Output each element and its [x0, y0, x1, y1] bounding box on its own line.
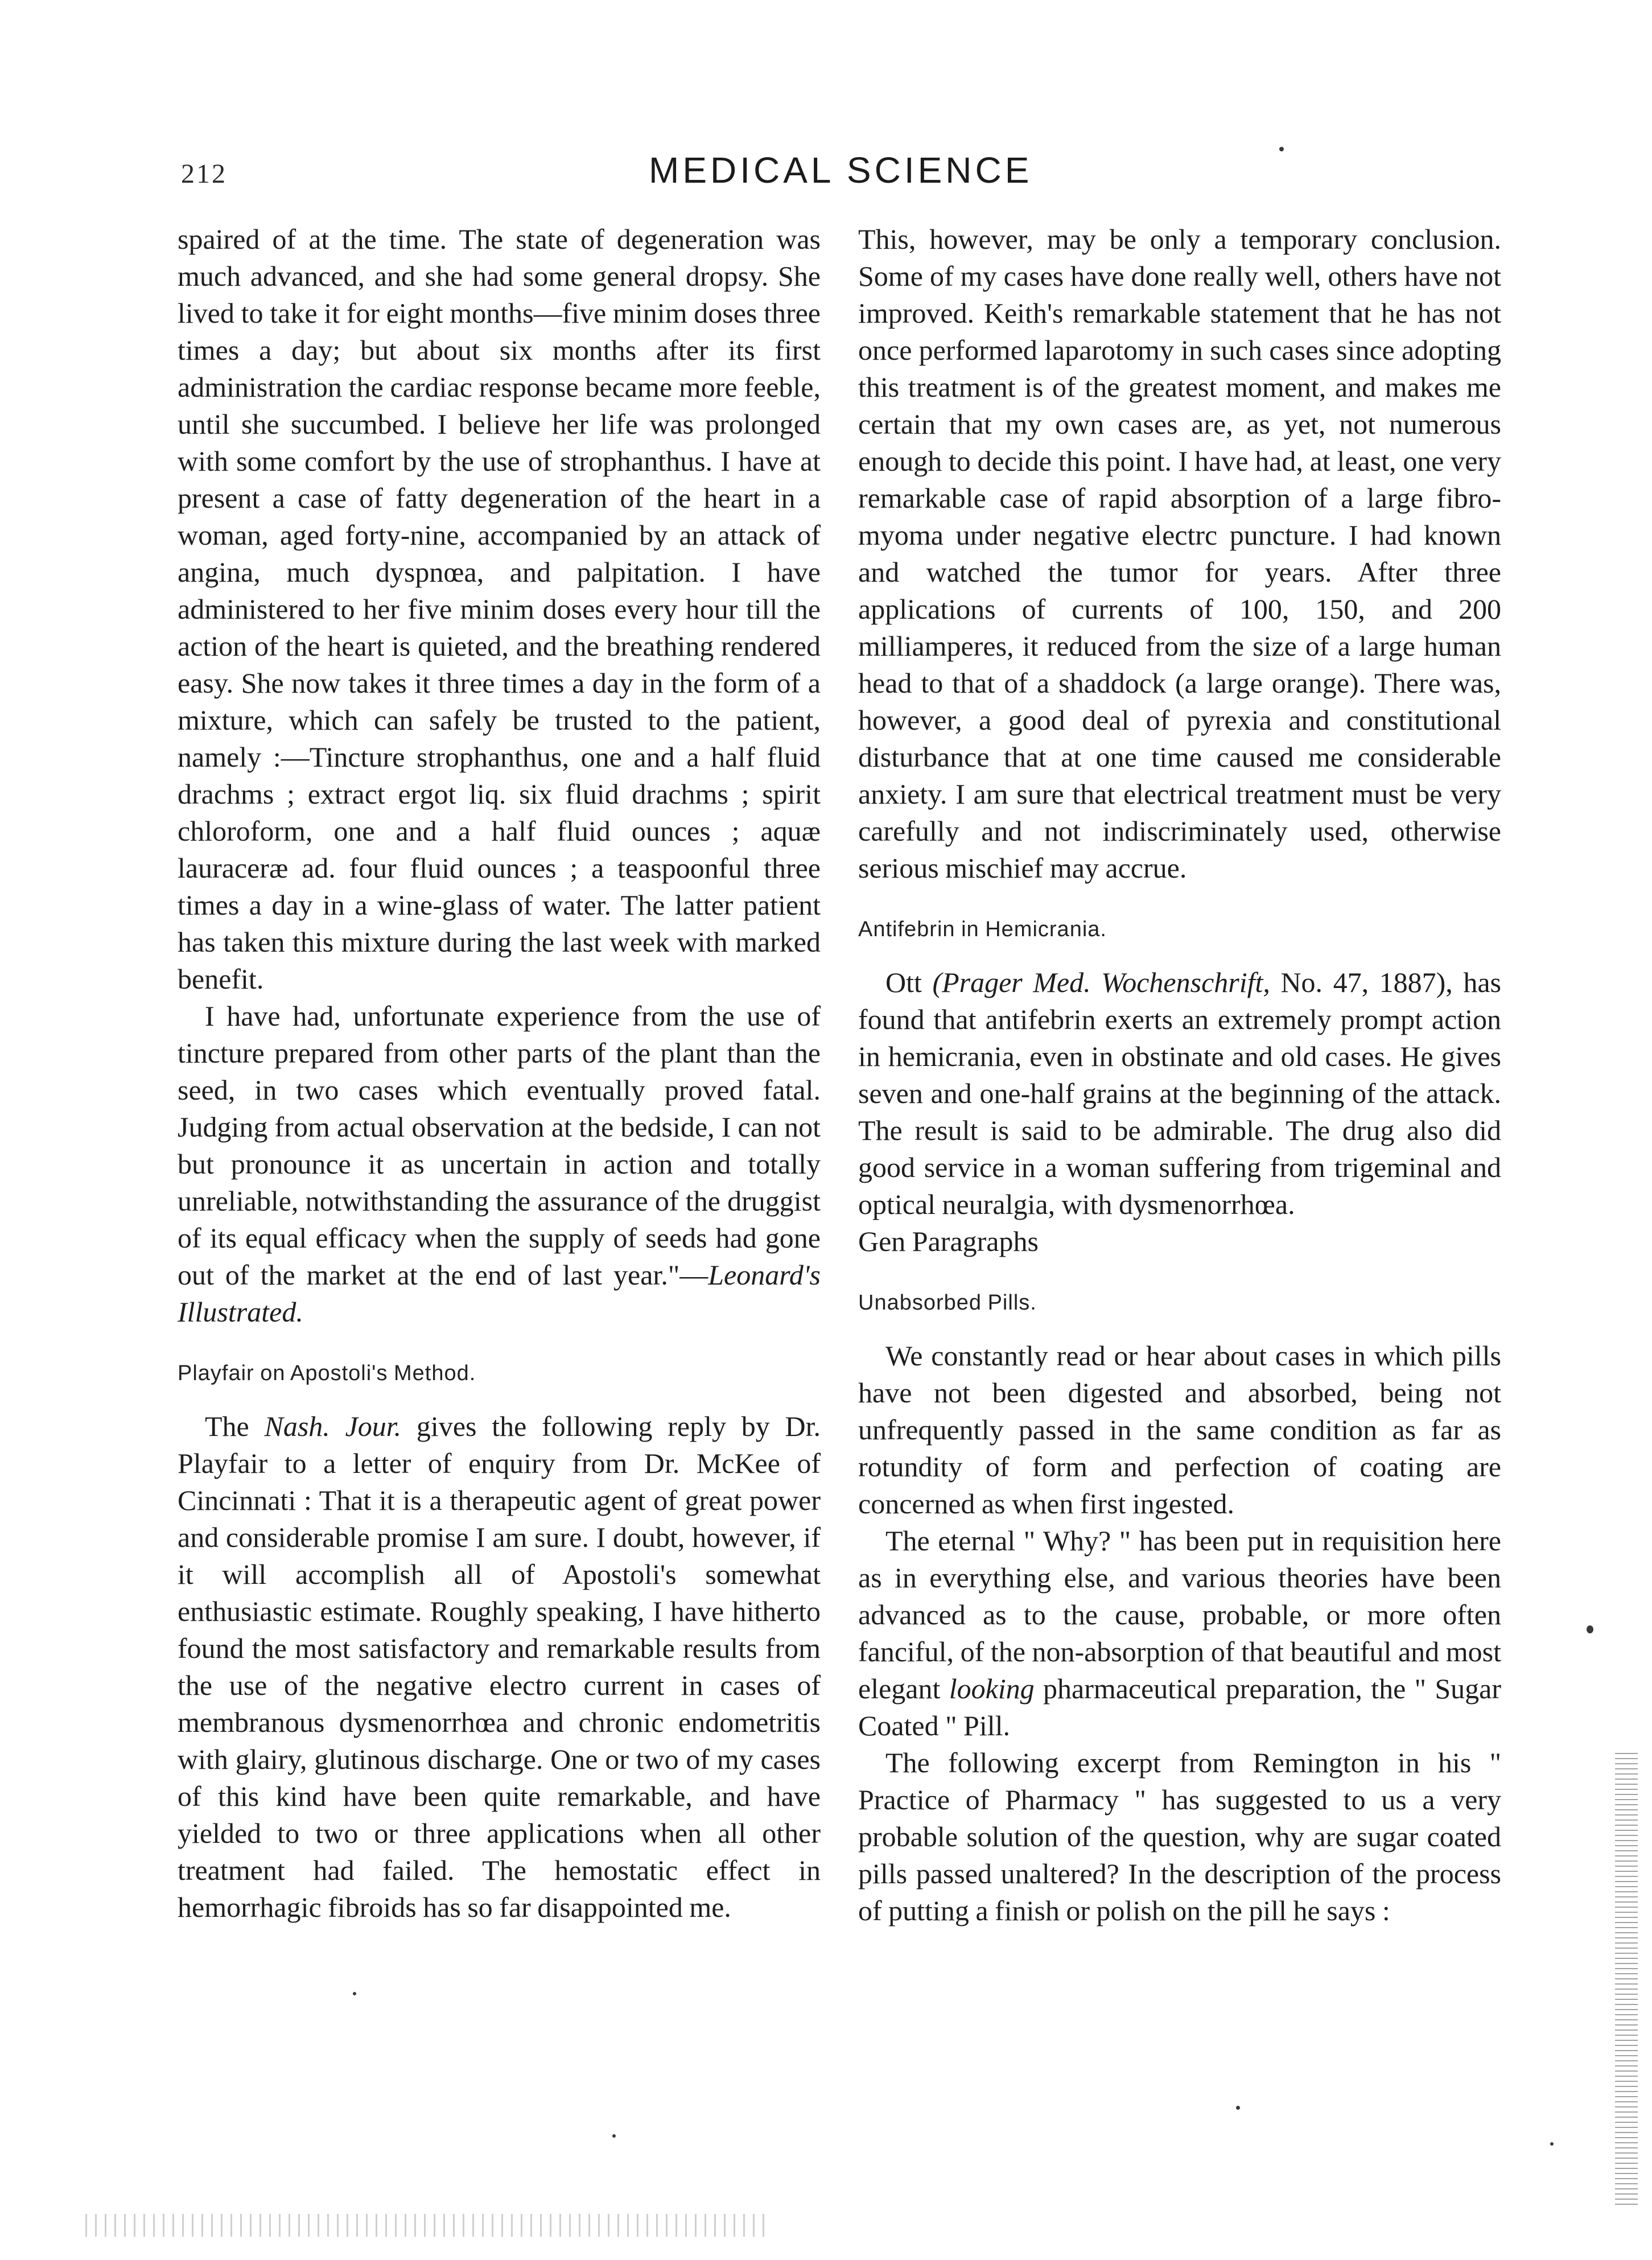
- paragraph-remington-excerpt: The following excerpt from Remington in his " Practice of Pharmacy " has suggested to us a very probable solution of the question, why are sugar coated pills passed unaltered? In the description of the process of putting a finish or polish on the pill he says :: [858, 1747, 1501, 1926]
- paragraph-ott-antifebrin: [858, 964, 1501, 1223]
- section-heading-unabsorbed-pills: Unabsorbed Pills.: [858, 1291, 1037, 1315]
- paragraph-temporary-conclusion: This, however, may be only a temporary conclusion. Some of my cases have done really well, others have not improved. Keith's remarkable statement that he has not once performed laparotomy in such cases since adopting this treatment is of the greatest moment, and makes me certain that my own cases are, as yet, not numerous enough to decide this point. I have had, at least, one very remarkable case of rapid absorption of a large fibro-myoma under negative electrc puncture. I had known and watched the tumor for years. After three applications of currents of 100, 150, and 200 milliamperes, it reduced from the size of a large human head to that of a shaddock (a large orange). There was, however, a good deal of pyrexia and constitutional disturbance that at one time caused me considerable anxiety. I am sure that electrical treatment must be very carefully and not indiscriminately used, otherwise serious mischief may accrue.: [858, 223, 1501, 884]
- running-title: MEDICAL SCIENCE: [649, 150, 1033, 191]
- section-heading-antifebrin: Antifebrin in Hemicrania.: [858, 917, 1107, 941]
- gen-paragraphs-label: Gen Paragraphs: [858, 1225, 1039, 1257]
- scan-bottom-noise: [85, 2214, 768, 2237]
- scan-speck: [1550, 2142, 1554, 2146]
- page-number: 212: [181, 159, 227, 189]
- scan-speck: [1236, 2106, 1240, 2110]
- journal-name: (Prager Med. Wochenschrift,: [932, 966, 1270, 998]
- paragraph-text: I have had, unfortunate experience from the use of tincture prepared from other parts of the plant than the seed, in two cases which eventually proved fatal. Judging from actual observation at the bedside, I can not but pronounce it as uncertain in action and totally unreliable, notwithstanding the assurance of the druggist of its equal efficacy when the supply of seeds had gone out of the market at the end of last year."—: [178, 1000, 821, 1291]
- scan-speck: [1587, 1625, 1593, 1633]
- section-heading-playfair: Playfair on Apostoli's Method.: [178, 1361, 476, 1385]
- paragraph-strophanthus-cases: spaired of at the time. The state of degeneration was much advanced, and she had some general dropsy. She lived to take it for eight months—five minim doses three times a day; but about six months after its first administration the cardiac response became more feeble, until she succumbed. I believe her life was prolonged with some comfort by the use of strophanthus. I have at present a case of fatty degeneration of the heart in a woman, aged forty-nine, accompanied by an attack of angina, much dyspnœa, and palpitation. I have administered to her five minim doses every hour till the action of the heart is quieted, and the breathing rendered easy. She now takes it three times a day in the form of a mixture, which can safely be trusted to the patient, namely :—Tincture strophanthus, one and a half fluid drachms ; extract ergot liq. six fluid drachms ; spirit chloroform, one and a half fluid ounces ; aquæ lauraceræ ad. four fluid ounces ; a teaspoonful three times a day in a wine-glass of water. The latter patient has taken this mixture during the last week with marked benefit.: [178, 223, 821, 995]
- paragraph-pills-intro: We constantly read or hear about cases in which pills have not been digested and absorbed, being not unfrequently passed in the same condition as far as rotundity of form and perfection of coating are concerned as when first ingested.: [858, 1340, 1501, 1520]
- paragraph-text: Ott: [885, 966, 933, 998]
- scan-speck: [612, 2134, 616, 2138]
- paragraph-eternal-why: [858, 1522, 1501, 1744]
- source-citation: Leonard's Illustrated.: [178, 1259, 821, 1328]
- left-column: [178, 221, 821, 1926]
- scan-speck: [1279, 147, 1284, 151]
- journal-name: Nash. Jour.: [264, 1410, 402, 1442]
- paragraph-text: pharmaceutical preparation, the " Sugar Coated " Pill.: [858, 1673, 1501, 1742]
- emphasis-word: looking: [949, 1673, 1035, 1705]
- paragraph-text: The eternal " Why? " has been put in requisition here as in everything else, and various theories have been advanced as to the cause, probable, or more often fanciful, of the non-absorption of that beautiful and most elegant: [858, 1525, 1501, 1705]
- scan-edge-noise: [1615, 1753, 1638, 2208]
- scan-speck: [353, 1992, 356, 1995]
- paragraph-text: No. 47, 1887), has found that antifebrin exerts an extremely prompt action in hemicrania, even in obstinate and old cases. He gives seven and one-half grains at the beginning of the attack. The result is said to be admirable. The drug also did good service in a woman suffering from trigeminal and optical neuralgia, with dysmenorrhœa.: [858, 966, 1501, 1220]
- paragraph-tincture-experience: [178, 998, 821, 1331]
- paragraph-text: The: [205, 1410, 265, 1442]
- paragraph-text: gives the following reply by Dr. Playfair to a letter of enquiry from Dr. McKee of Cincinnati : That it is a therapeutic agent of great power and considerable promise I am sure. I doubt, however, if it will accomplish all of Apostoli's somewhat enthusiastic estimate. Roughly speaking, I have hitherto found the most satisfactory and remarkable results from the use of the negative electro current in cases of membranous dysmenorrhœa and chronic endometritis with glairy, glutinous discharge. One or two of my cases of this kind have been quite remarkable, and have yielded to two or three applications when all other treatment had failed. The hemostatic effect in hemorrhagic fibroids has so far disappointed me.: [178, 1410, 821, 1923]
- paragraph-playfair-reply: [178, 1408, 821, 1926]
- right-column: [858, 221, 1501, 1929]
